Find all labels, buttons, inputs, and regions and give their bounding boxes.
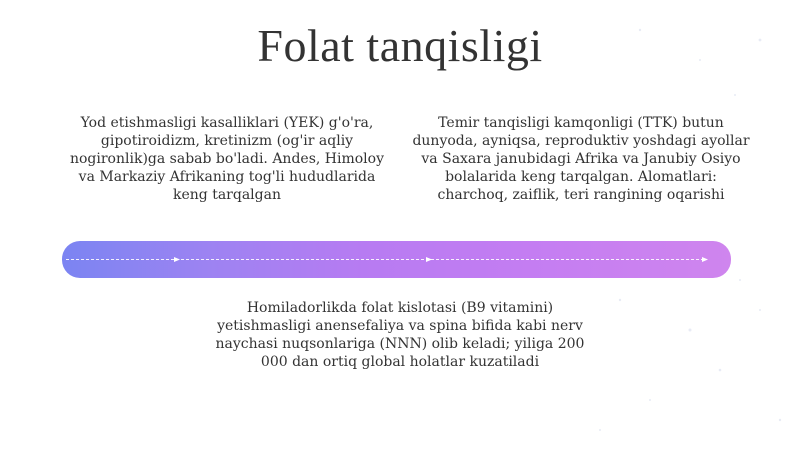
timeline-arrow-2-icon: [426, 257, 432, 262]
timeline-bar: [62, 241, 731, 278]
text-block-iron: Temir tanqisligi kamqonligi (TTK) butun dunyoda, ayniqsa, reproduktiv yoshdagi ayollar va Saxara janubidagi Afrika va Janubiy Osiyo bolalarida keng tarqalgan. Alomatlari: charchoq, zaiflik, teri rangining oqarishi: [412, 115, 750, 203]
text-block-iodine: Yod etishmasligi kasalliklari (YEK) g'o'ra, gipotiroidizm, kretinizm (og'ir aqliy nogironlik)ga sabab bo'ladi. Andes, Himoloy va Markaziy Afrikaning tog'li hududlarida keng tarqalgan: [69, 115, 384, 203]
timeline-arrows: [62, 241, 731, 278]
timeline-arrow-1-icon: [174, 257, 180, 262]
slide-title: Folat tanqisligi: [257, 20, 543, 71]
text-block-folate: Homiladorlikda folat kislotasi (B9 vitamini) yetishmasligi anensefaliya va spina bifida kabi nerv naychasi nuqsonlariga (NNN) olib keladi; yiliga 200 000 dan ortiq global holatlar kuzatiladi: [215, 300, 585, 370]
timeline-arrow-3-icon: [702, 257, 708, 262]
